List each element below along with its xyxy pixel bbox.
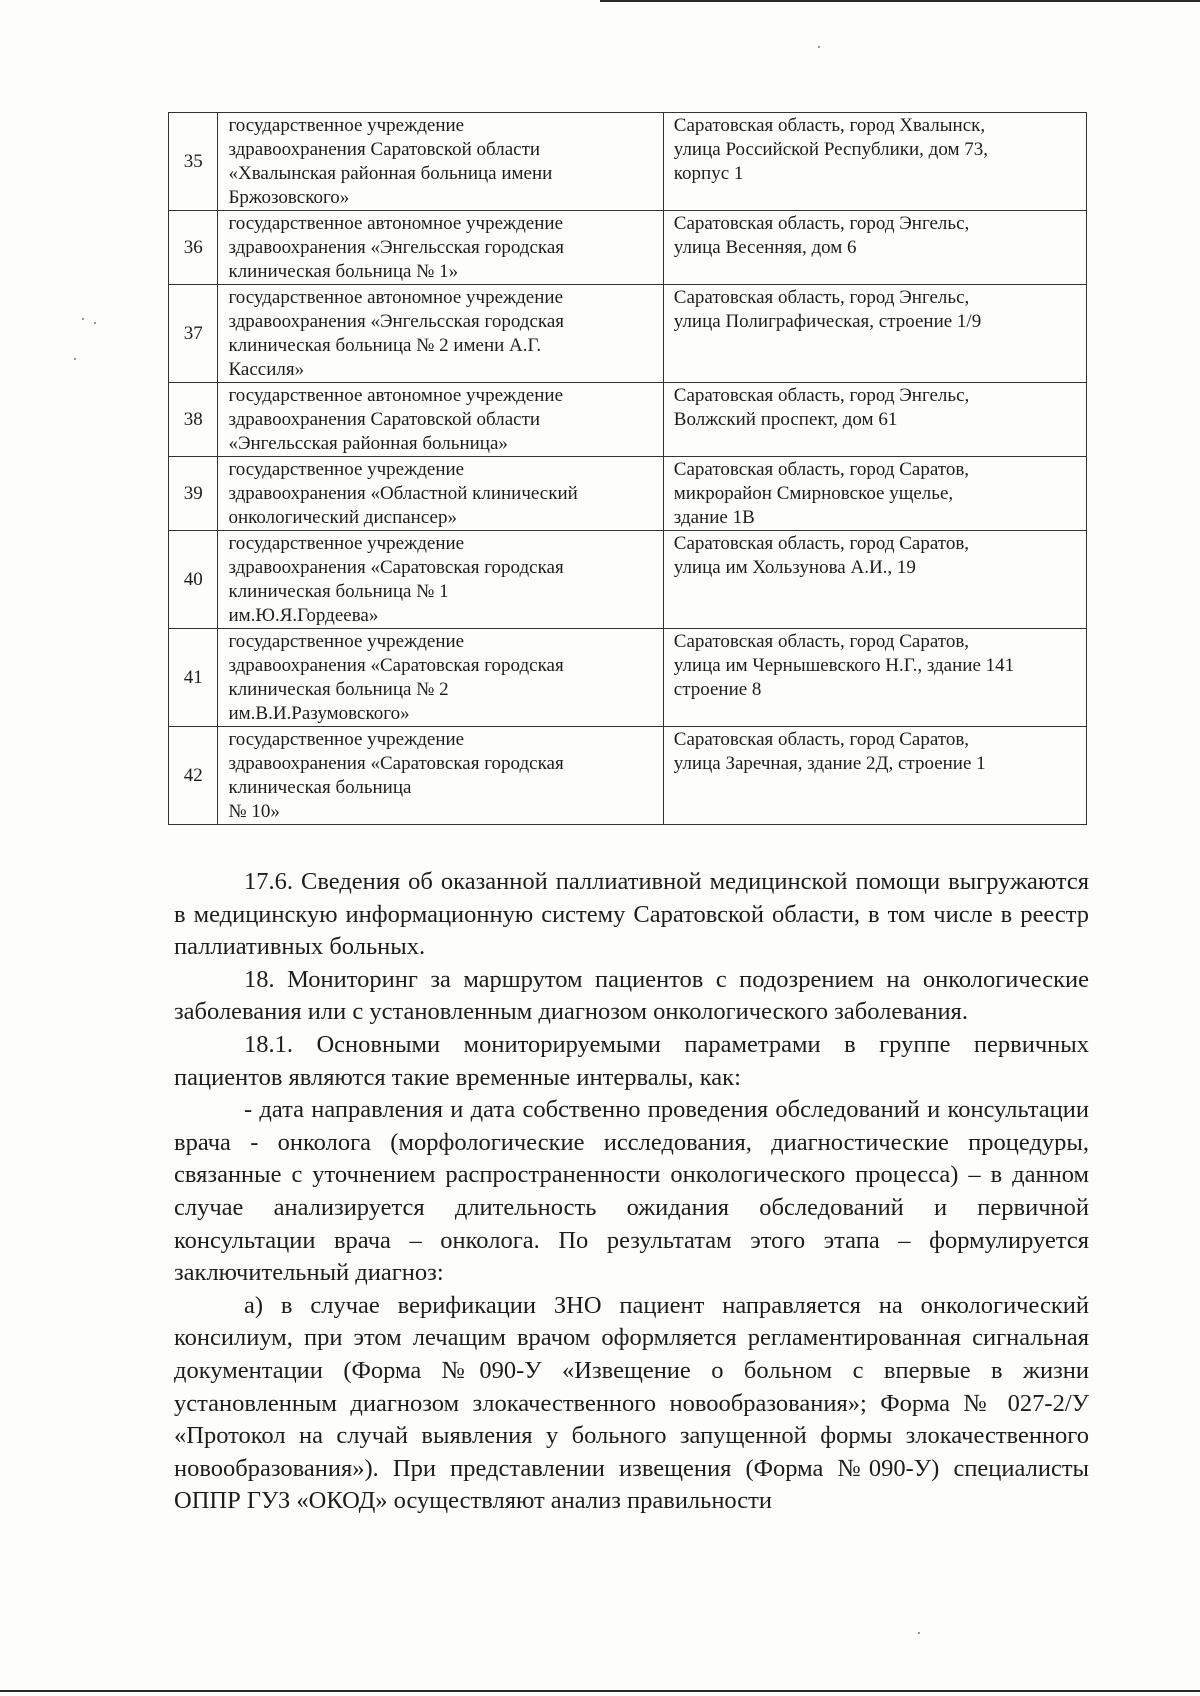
institution-name: государственное автономное учреждение здравоохранения «Энгельсская городская клиническая больница № 2 имени А.Г. Кассиля» — [218, 285, 663, 383]
paragraph-18-1: 18.1. Основными мониторируемыми параметрами в группе первичных пациентов являются такие временные интервалы, как: — [174, 1030, 1089, 1091]
institution-address: Саратовская область, город Саратов, улица им Чернышевского Н.Г., здание 141 строение 8 — [663, 629, 1086, 727]
institutions-table — [168, 112, 1087, 825]
institution-address: Саратовская область, город Хвалынск, улица Российской Республики, дом 73, корпус 1 — [663, 113, 1086, 211]
institution-address: Саратовская область, город Саратов, улица Заречная, здание 2Д, строение 1 — [663, 727, 1086, 825]
table-row — [169, 531, 1087, 629]
table-row — [169, 113, 1087, 211]
scan-top-rule — [600, 0, 1200, 2]
institution-address: Саратовская область, город Энгельс, улица Весенняя, дом 6 — [663, 211, 1086, 285]
row-number: 40 — [169, 531, 218, 629]
paragraph-18: 18. Мониторинг за маршрутом пациентов с подозрением на онкологические заболевания или с установленным диагнозом онкологического заболевания. — [174, 965, 1089, 1026]
table-row — [169, 727, 1087, 825]
table-row — [169, 285, 1087, 383]
scan-speck — [818, 46, 820, 48]
institution-address: Саратовская область, город Энгельс, улица Полиграфическая, строение 1/9 — [663, 285, 1086, 383]
scan-speck — [918, 1632, 920, 1634]
scan-speck — [74, 358, 76, 360]
institution-name: государственное учреждение здравоохранения Саратовской области «Хвалынская районная больница имени Бржозовского» — [218, 113, 663, 211]
document-body — [174, 866, 1089, 1518]
row-number: 41 — [169, 629, 218, 727]
row-number: 37 — [169, 285, 218, 383]
scan-speck — [82, 318, 84, 320]
institution-name: государственное учреждение здравоохранения «Областной клинический онкологический диспансер» — [218, 457, 663, 531]
row-number: 39 — [169, 457, 218, 531]
paragraph-17-6: 17.6. Сведения об оказанной паллиативной медицинской помощи выгружаются в медицинскую информационную систему Саратовской области, в том числе в реестр паллиативных больных. — [174, 868, 1089, 961]
scan-bottom-rule — [0, 1690, 1200, 1692]
paragraph-bullet-dates: - дата направления и дата собственно проведения обследований и консультации врача - онколога (морфологические исследования, диагностические процедуры, связанные с уточнением распространенности онкологического процесса) – в данном случае анализируется длительность ожидания обследований и первичной консультации врача – онколога. По результатам этого этапа – формулируется заключительный диагноз: — [174, 1096, 1089, 1287]
row-number: 35 — [169, 113, 218, 211]
institution-name: государственное учреждение здравоохранения «Саратовская городская клиническая больница № 1 им.Ю.Я.Гордеева» — [218, 531, 663, 629]
institution-address: Саратовская область, город Саратов, микрорайон Смирновское ущелье, здание 1В — [663, 457, 1086, 531]
institution-address: Саратовская область, город Саратов, улица им Хользунова А.И., 19 — [663, 531, 1086, 629]
institution-address: Саратовская область, город Энгельс, Волжский проспект, дом 61 — [663, 383, 1086, 457]
table-row — [169, 457, 1087, 531]
table-row — [169, 211, 1087, 285]
paragraph-item-a: а) в случае верификации ЗНО пациент направляется на онкологический консилиум, при этом лечащим врачом оформляется регламентированная сигнальная документации (Форма №090-У «Извещение о больном с впервые в жизни установленным диагнозом злокачественного новообразования»; Форма № 027-2/У «Протокол на случай выявления у больного запущенной формы злокачественного новообразования»). При представлении извещения (Форма №090-У) специалисты ОППР ГУЗ «ОКОД» осуществляют анализ правильности — [174, 1291, 1089, 1515]
row-number: 36 — [169, 211, 218, 285]
scan-speck — [94, 322, 96, 324]
table-row — [169, 629, 1087, 727]
institution-name: государственное автономное учреждение здравоохранения Саратовской области «Энгельсская районная больница» — [218, 383, 663, 457]
institution-name: государственное учреждение здравоохранения «Саратовская городская клиническая больница № 10» — [218, 727, 663, 825]
institution-name: государственное автономное учреждение здравоохранения «Энгельсская городская клиническая больница № 1» — [218, 211, 663, 285]
row-number: 38 — [169, 383, 218, 457]
row-number: 42 — [169, 727, 218, 825]
table-row — [169, 383, 1087, 457]
institution-name: государственное учреждение здравоохранения «Саратовская городская клиническая больница № 2 им.В.И.Разумовского» — [218, 629, 663, 727]
